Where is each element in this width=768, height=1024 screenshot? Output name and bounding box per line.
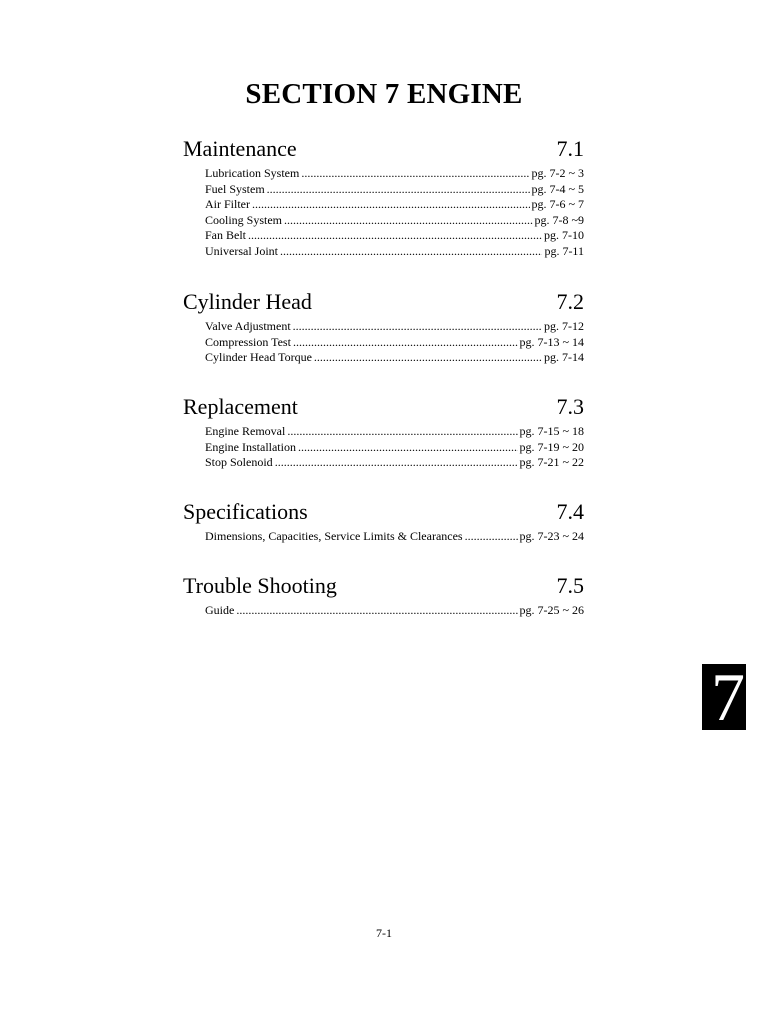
- toc-entry[interactable]: [205, 228, 584, 244]
- toc-entry[interactable]: [205, 440, 584, 456]
- section-specifications: [183, 499, 584, 545]
- toc-entry-label: Lubrication System: [205, 166, 300, 180]
- page-title: SECTION 7 ENGINE: [245, 78, 523, 110]
- toc-entry-page: pg. 7-6 ~ 7: [531, 197, 584, 212]
- toc-entry-label: Stop Solenoid: [205, 455, 273, 470]
- toc-entry-label: Engine Removal: [205, 424, 286, 438]
- section-number: 7.2: [556, 289, 584, 314]
- toc-entry-page: pg. 7-2 ~ 3: [531, 166, 584, 180]
- toc-entry[interactable]: [205, 335, 584, 351]
- section-trouble-shooting: [183, 573, 584, 619]
- dot-leader: [248, 228, 542, 244]
- dot-leader: [287, 424, 517, 440]
- toc-entry-page: pg. 7-21 ~ 22: [519, 455, 584, 470]
- section-number: 7.4: [556, 499, 584, 524]
- toc-entry-page: pg. 7-4 ~ 5: [531, 181, 584, 196]
- toc-entries: [183, 603, 584, 619]
- toc-entries: [183, 319, 584, 366]
- dot-leader: [267, 182, 530, 198]
- toc-entry-page: pg. 7-25 ~ 26: [519, 603, 584, 617]
- page-number: 7-1: [376, 926, 392, 940]
- toc-entry-label: Cooling System: [205, 212, 283, 227]
- toc-entry-page: pg. 7-10: [544, 228, 584, 243]
- toc-entry-label: Valve Adjustment: [205, 319, 291, 333]
- section-tab[interactable]: 7: [702, 664, 746, 730]
- toc-entry[interactable]: [205, 213, 584, 229]
- dot-leader: [252, 197, 530, 213]
- section-heading: [183, 136, 584, 162]
- toc-entry[interactable]: [205, 244, 584, 260]
- toc-entry[interactable]: [205, 350, 584, 366]
- section-name: Cylinder Head: [183, 289, 312, 314]
- section-number: 7.3: [556, 394, 584, 419]
- toc-entry-label: Fan Belt: [205, 228, 246, 243]
- toc-entries: [183, 166, 584, 260]
- toc-entry[interactable]: [205, 319, 584, 335]
- toc-entry[interactable]: [205, 424, 584, 440]
- toc-entry-label: Universal Joint: [205, 243, 278, 258]
- section-heading: [183, 289, 584, 315]
- dot-leader: [284, 213, 532, 229]
- toc-entry-page: pg. 7-11: [544, 243, 584, 258]
- section-maintenance: [183, 136, 584, 260]
- toc-entry-page: pg. 7-12: [544, 319, 584, 333]
- toc-entry-page: pg. 7-8 ~9: [534, 212, 584, 227]
- dot-leader: [465, 529, 518, 545]
- toc-entry-page: pg. 7-23 ~ 24: [519, 529, 584, 543]
- section-name: Trouble Shooting: [183, 573, 337, 598]
- section-heading: [183, 573, 584, 599]
- toc-entry[interactable]: [205, 603, 584, 619]
- section-replacement: [183, 394, 584, 471]
- toc-entry-label: Guide: [205, 603, 235, 617]
- section-heading: [183, 394, 584, 420]
- toc-entry-label: Cylinder Head Torque: [205, 350, 312, 365]
- dot-leader: [280, 244, 542, 260]
- toc-entry-label: Dimensions, Capacities, Service Limits & Clearances: [205, 529, 463, 543]
- toc-entry[interactable]: [205, 455, 584, 471]
- section-name: Specifications: [183, 499, 308, 524]
- toc-entry-page: pg. 7-14: [544, 350, 584, 365]
- toc-entry-page: pg. 7-13 ~ 14: [519, 334, 584, 349]
- toc-entry-label: Engine Installation: [205, 439, 296, 454]
- toc-entry-label: Air Filter: [205, 197, 250, 212]
- toc-entry[interactable]: [205, 182, 584, 198]
- dot-leader: [293, 319, 542, 335]
- dot-leader: [236, 603, 517, 619]
- section-name: Replacement: [183, 394, 298, 419]
- dot-leader: [298, 440, 518, 456]
- dot-leader: [293, 335, 518, 351]
- toc-entry[interactable]: [205, 529, 584, 545]
- section-number: 7.1: [556, 136, 584, 161]
- toc-entry[interactable]: [205, 197, 584, 213]
- toc-entries: [183, 424, 584, 471]
- toc-entry-page: pg. 7-15 ~ 18: [519, 424, 584, 438]
- toc-entry-label: Compression Test: [205, 334, 291, 349]
- section-heading: [183, 499, 584, 525]
- dot-leader: [314, 350, 542, 366]
- dot-leader: [301, 166, 529, 182]
- section-name: Maintenance: [183, 136, 297, 161]
- section-number: 7.5: [556, 573, 584, 598]
- toc-entry-label: Fuel System: [205, 181, 265, 196]
- dot-leader: [275, 455, 518, 471]
- toc-entry-page: pg. 7-19 ~ 20: [519, 439, 584, 454]
- toc-entries: [183, 529, 584, 545]
- toc-entry[interactable]: [205, 166, 584, 182]
- section-cylinder-head: [183, 289, 584, 366]
